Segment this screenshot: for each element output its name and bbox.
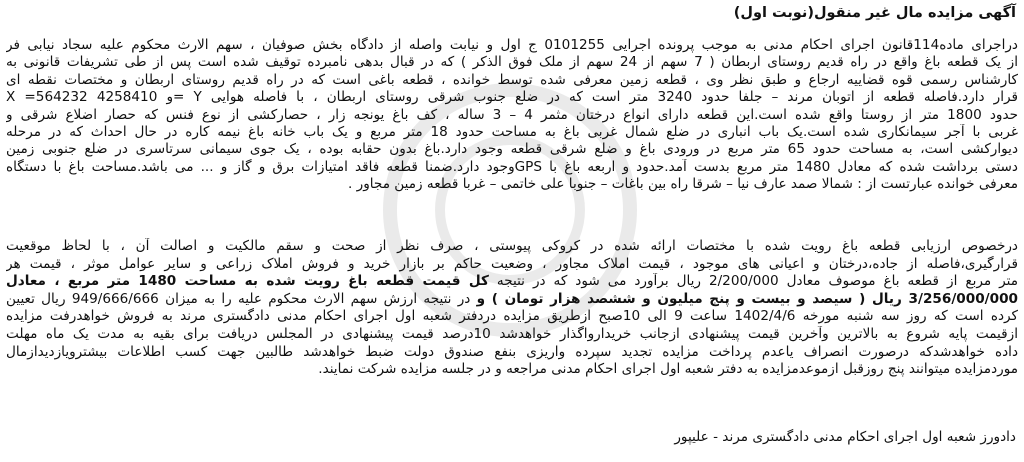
paragraph-valuation [6, 238, 1018, 379]
paragraph-property-description [6, 37, 1018, 194]
text-line: از یک قطعه باغ واقع در راه قدیم روستای اربطان ( 7 سهم از 24 سهم از ملک فوق الذکر ) که در قبال بدهی نامبرده توقیف شده است پس از طی تشریفات قانونی به [6, 54, 1018, 71]
signature-line: دادورز شعبه اول اجرای احکام مدنی دادگستری مرند - علیپور [674, 429, 1016, 445]
total-price-text: کل قیمت قطعه باغ رویت شده به مساحت 1480 متر مربع ، معادل [6, 273, 489, 290]
text-line: غربی با آجر سیمانکاری شده است.یک باب انباری در ضلع شمال غربی باغ به مساحت حدود 18 متر مربع و یک باب خانه باغ نیمه کاره در حال احداث که در مرحله [6, 123, 1018, 140]
text-line: معرفی خوانده عبارتست از : شمالا صمد عارف نیا – شرقا راه بین باغات – جنوبا علی خاتمی – غربا قطعه زمین مجاور . [348, 176, 1018, 193]
text-line: کرده است که روز سه شنبه مورخه 1402/4/6 ساعت 9 الی 10صبح ازطریق مزایده دردفتر شعبه اول اجرای احکام مدنی دادگستری مرند به فروش خواهدرفت مزایده [6, 308, 1018, 325]
notice-title: آگهی مزایده مال غیر منقول(نوبت اول) [733, 5, 1016, 21]
text-line: حدود 1800 متر از روستا واقع شده است.این قطعه دارای انواع درختان مثمر 4 – 3 ساله ، کف باغ یونجه زار ، حصارکشی از نوع فنس که حصار اضلاع شرقی و [6, 106, 1018, 123]
text-line: دیوارکشی است، به مساحت حدود 65 متر مربع در ورودی باغ و ضلع شرقی قطعه وجود دارد.باغ بدون حقابه بوده ، یک جوی سیمانی سرتاسری در ضلع جنوبی زمین [6, 141, 1018, 158]
text-line: درخصوص ارزیابی قطعه باغ رویت شده با مختصات ارائه شده در کروکی پیوستی ، صرف نظر از صحت و سقم مالکیت و اصالت آن ، با لحاظ موقعیت [6, 238, 1018, 254]
total-price-amount: 3/256/000/000 ریال ( سیصد و بیست و پنج میلیون و ششصد هزار تومان ) و [476, 290, 1018, 307]
text-line: موردمزایده میتوانند پنج روزقبل ازموعدمزایده به دفتر شعبه اول اجرای احکام مدنی مراجعه و در جلسه مزایده شرکت نمایند. [318, 361, 1018, 378]
text-line: دستی برداشت شده که معادل 1480 متر مربع بدست آمد.حدود و اربعه باغ با GPSوجود دارد.ضمنا قطعه فاقد امتیازات برق و گاز و ... می باشد.مساحت باغ با دستگاه [6, 158, 1018, 175]
text-line: قرارگیری،فاصله از جاده،درختان و اعیانی های موجود ، قیمت املاک مجاور ، وضعیت حاکم بر بازار خرید و فروش املاک زراعی و سایر عوامل موثر ، قیمت هر [6, 255, 1018, 272]
text-line: کارشناس رسمی قوه قضاییه ارجاع و طبق نظر وی ، قطعه زمین معرفی شده توسط خوانده ، قطعه باغی است که در راه قدیم روستای اربطان و مختصات نقطه ای [6, 71, 1018, 88]
text-line [6, 291, 1018, 309]
text-segment: متر مربع از قطعه باغ موصوف معادل 2/200/000 ریال برآورد می شود که در نتیجه [488, 273, 1018, 290]
text-line [6, 273, 1018, 291]
text-line: دراجرای ماده114قانون اجرای احکام مدنی به موجب پرونده اجرایی 0101255 ج اول و نیابت واصله از دادگاه بخش صوفیان ، سهم الارث محکوم علیه سجاد نیابی فر [6, 37, 1018, 53]
text-line: قرار دارد.فاصله قطعه از اتوبان مرند – جلفا حدود 3240 متر است که در ضلع جنوب شرقی روستای اربطان ، با فاصله هوایی Y =و 4258410 X =564232 [6, 89, 1018, 106]
text-segment: در نتیجه ارزش سهم الارث محکوم علیه را به میزان 949/666/666 ریال تعیین [6, 290, 477, 307]
text-line: داده خواهدشدکه درصورت انصراف یاعدم پرداخت مزایده تجدید سپرده واریزی بنفع صندوق دولت ضبط خواهدشد طالبین جهت کسب اطلاعات بیشترویازدیدازمال [6, 343, 1018, 360]
text-line: ازقیمت پایه شروع به بالاترین وآخرین قیمت پیشنهادی ازجانب خریدارواگذار خواهدشد 10درصد قیمت پیشنهادی در المجلس دریافت برای بقیه به مدت یک ماه مهلت [6, 325, 1018, 342]
